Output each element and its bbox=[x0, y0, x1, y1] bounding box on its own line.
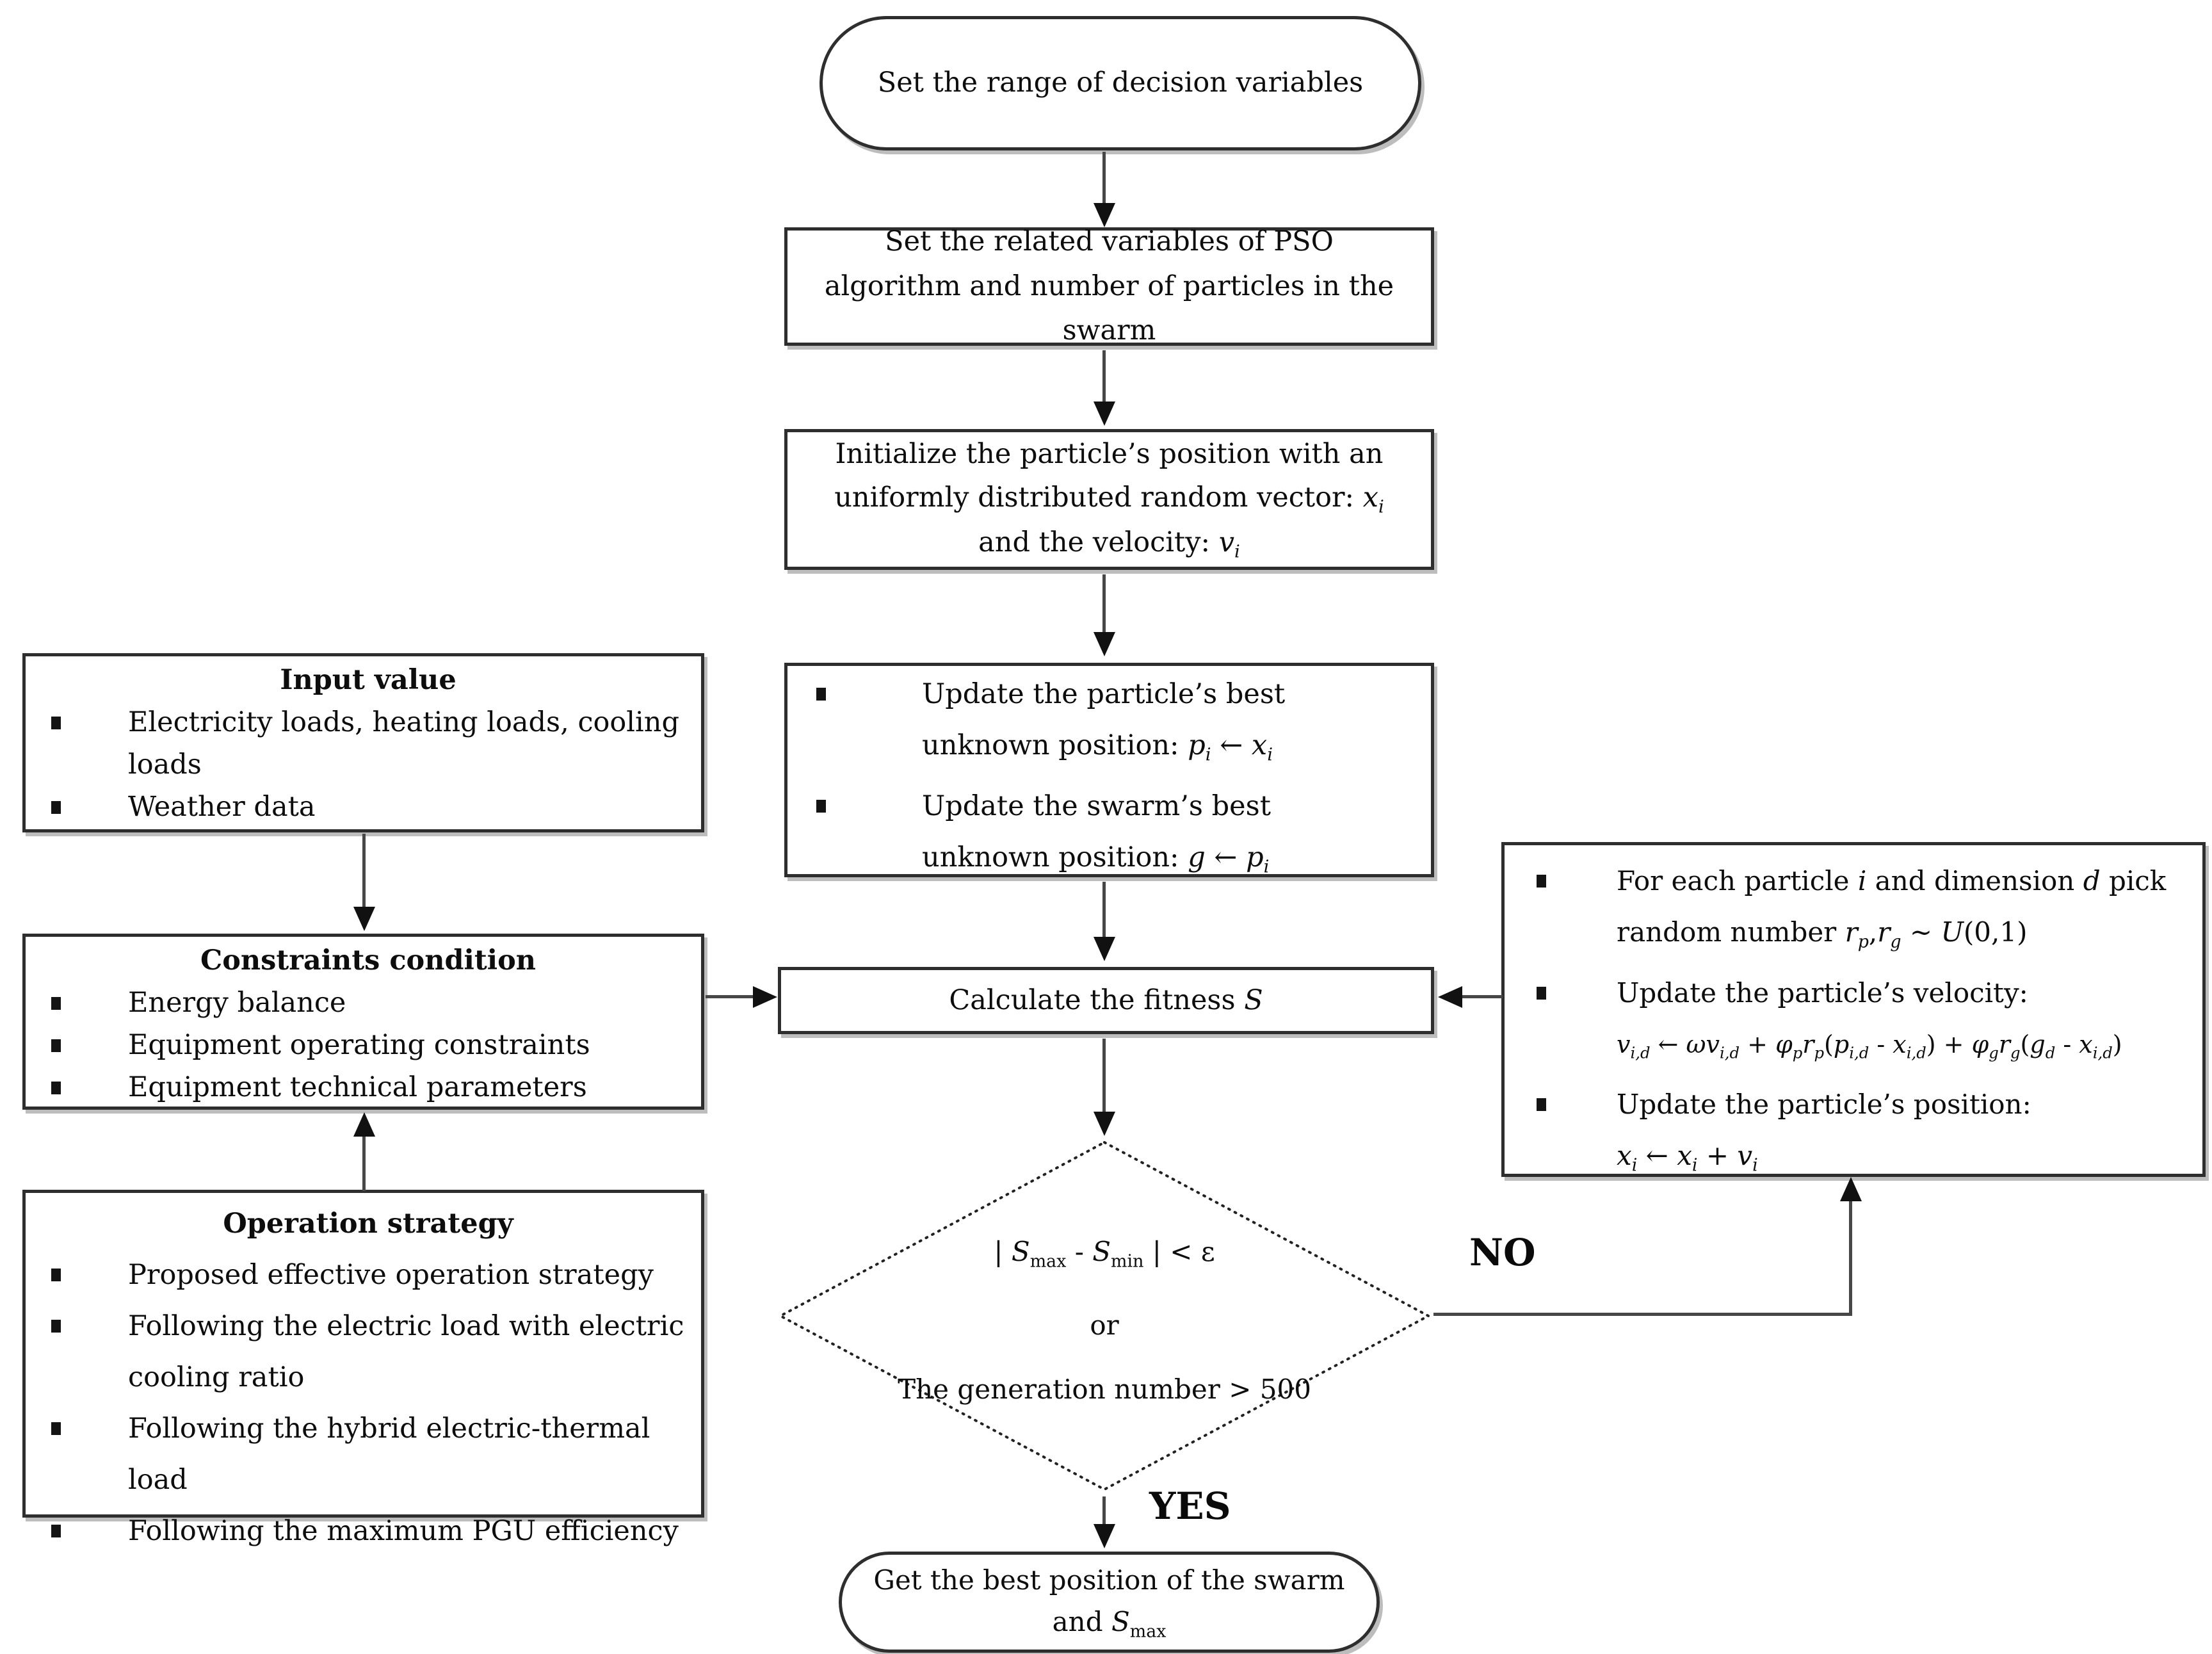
set-pso-variables-label: Set the related variables of PSO algorithm and number of particles in the swarm bbox=[824, 225, 1394, 347]
constraints-item: Equipment operating constraints bbox=[128, 1029, 590, 1061]
list-item bbox=[1537, 968, 2186, 1079]
operation-strategy-title: Operation strategy bbox=[223, 1208, 513, 1240]
edge-psoupdate-to-calculate bbox=[1461, 995, 1503, 998]
bullet-square-icon bbox=[51, 1320, 61, 1333]
list-item bbox=[51, 1301, 685, 1403]
arrow-up-icon bbox=[353, 1112, 375, 1137]
no-branch-label: NO bbox=[1469, 1231, 1536, 1274]
yes-branch-label: YES bbox=[1149, 1484, 1231, 1528]
input-value-node bbox=[22, 653, 704, 832]
end-node-label: Get the best position of the swarm and $S_{max}$ bbox=[873, 1564, 1345, 1642]
arrow-down-icon bbox=[1094, 1112, 1115, 1136]
start-node bbox=[819, 16, 1421, 150]
list-item bbox=[51, 1249, 685, 1301]
list-item bbox=[51, 1403, 685, 1505]
arrow-up-icon bbox=[1840, 1177, 1862, 1201]
edge-operation-to-constraints bbox=[362, 1135, 366, 1191]
operation-strategy-node bbox=[22, 1190, 704, 1547]
arrow-down-icon bbox=[1094, 937, 1115, 961]
bullet-square-icon bbox=[1537, 875, 1546, 888]
operation-item: Proposed effective operation strategy bbox=[128, 1259, 654, 1291]
edge-start-to-pso bbox=[1102, 152, 1106, 204]
calculate-fitness-node bbox=[778, 967, 1434, 1034]
list-item bbox=[51, 1505, 685, 1557]
initialize-node bbox=[784, 429, 1434, 570]
pso-update-item bbox=[1617, 968, 2186, 1079]
decision-line-2: or bbox=[1090, 1309, 1119, 1342]
arrow-down-icon bbox=[1094, 1524, 1115, 1548]
operation-item: Following the hybrid electric-thermal load bbox=[128, 1413, 650, 1496]
bullet-square-icon bbox=[51, 1039, 61, 1052]
edge-input-to-constraints bbox=[362, 834, 366, 908]
decision-condition bbox=[778, 1220, 1431, 1422]
arrow-left-icon bbox=[1438, 986, 1462, 1008]
edge-initialize-to-update bbox=[1102, 574, 1106, 633]
edge-no-branch-vertical bbox=[1849, 1201, 1852, 1314]
bullet-square-icon bbox=[51, 1525, 61, 1537]
operation-item: Following the electric load with electric cooling ratio bbox=[128, 1310, 684, 1393]
edge-no-branch-horizontal bbox=[1433, 1313, 1852, 1316]
arrow-down-icon bbox=[1094, 632, 1115, 656]
bullet-square-icon bbox=[1537, 1098, 1546, 1111]
initialize-label: Initialize the particle’s position with an uniformly distributed random vector: $x_i$ and the velocity: $v_i$ bbox=[834, 437, 1384, 562]
update-best-item: Update the particle’s best unknown position: $p_i$ ← $x_i$ bbox=[922, 678, 1286, 765]
bullet-square-icon bbox=[51, 801, 61, 814]
list-item bbox=[1537, 855, 2186, 968]
arrow-right-icon bbox=[753, 986, 777, 1008]
pso-update-item-text: Update the particle’s position: bbox=[1617, 1088, 2031, 1120]
start-node-label: Set the range of decision variables bbox=[877, 67, 1364, 99]
pso-update-item: For each particle i and dimension d pick random number $r_p,r_g$ ~ U(0,1) bbox=[1617, 865, 2167, 952]
list-item bbox=[51, 982, 685, 1024]
pso-update-item-formula: $v_{i,d}$ ← $\omega v_{i,d} + \varphi_pr_p(p_{i,d} - x_{i,d}) + \varphi_gr_g(g_d - x_{i,d})$ bbox=[1617, 1030, 2122, 1062]
edge-pso-to-initialize bbox=[1102, 350, 1106, 403]
edge-decision-to-end bbox=[1102, 1496, 1106, 1525]
end-node bbox=[839, 1552, 1380, 1653]
list-item bbox=[1537, 1079, 2186, 1191]
bullet-square-icon bbox=[51, 717, 61, 729]
arrow-down-icon bbox=[353, 907, 375, 931]
bullet-square-icon bbox=[51, 1422, 61, 1435]
calculate-fitness-label: Calculate the fitness S bbox=[949, 984, 1263, 1016]
decision-line-3: The generation number > 500 bbox=[898, 1374, 1311, 1406]
input-value-item: Electricity loads, heating loads, cooling loads bbox=[128, 706, 680, 781]
input-value-title: Input value bbox=[280, 664, 456, 696]
edge-constraints-to-calculate bbox=[706, 995, 754, 998]
operation-item: Following the maximum PGU efficiency bbox=[128, 1515, 679, 1547]
list-item bbox=[816, 781, 1405, 893]
constraints-item: Equipment technical parameters bbox=[128, 1071, 587, 1103]
list-item bbox=[51, 1024, 685, 1066]
arrow-down-icon bbox=[1094, 203, 1115, 227]
bullet-square-icon bbox=[51, 1269, 61, 1281]
list-item bbox=[51, 701, 685, 786]
list-item bbox=[51, 1066, 685, 1108]
pso-update-node bbox=[1501, 842, 2206, 1177]
edge-update-to-calculate bbox=[1102, 882, 1106, 938]
decision-line-1: | $S_{max} - S_{min}$ | < ε bbox=[994, 1236, 1215, 1272]
input-value-item: Weather data bbox=[128, 791, 316, 823]
constraints-item: Energy balance bbox=[128, 987, 346, 1019]
bullet-square-icon bbox=[51, 997, 61, 1010]
set-pso-variables-node bbox=[784, 227, 1434, 346]
arrow-down-icon bbox=[1094, 401, 1115, 426]
list-item bbox=[51, 786, 685, 828]
pso-update-item-formula: $x_i$ ← $x_i + v_i$ bbox=[1617, 1139, 1758, 1176]
pso-update-item bbox=[1617, 1079, 2186, 1191]
pso-update-item-text: Update the particle’s velocity: bbox=[1617, 977, 2028, 1009]
bullet-square-icon bbox=[816, 688, 826, 701]
edge-calculate-to-decision bbox=[1102, 1039, 1106, 1113]
bullet-square-icon bbox=[816, 800, 826, 813]
update-best-item: Update the swarm’s best unknown position: g ← $p_i$ bbox=[922, 790, 1271, 877]
constraints-node bbox=[22, 934, 704, 1110]
bullet-square-icon bbox=[51, 1082, 61, 1094]
constraints-title: Constraints condition bbox=[200, 945, 537, 977]
list-item bbox=[816, 669, 1405, 781]
update-best-node bbox=[784, 663, 1434, 877]
bullet-square-icon bbox=[1537, 987, 1546, 1000]
